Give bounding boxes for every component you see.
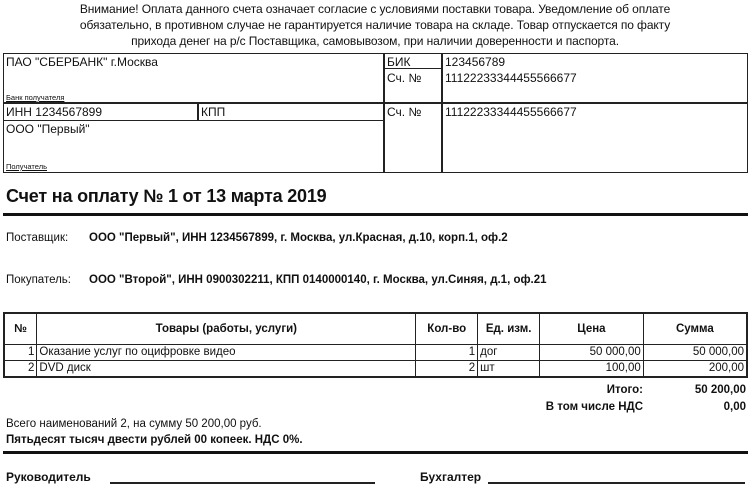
col-header-unit: Ед. изм. <box>478 313 540 345</box>
notice-line: прихода денег на р/с Поставщика, самовывозом, при наличии доверенности и паспорта. <box>131 34 619 48</box>
divider <box>441 53 443 173</box>
vat-label: В том числе НДС <box>545 401 643 413</box>
notice-line: обязательно, в противном случае не гарантируется наличие товара на складе. Товар отпускается по факту <box>79 18 671 32</box>
buyer-value: ООО "Второй", ИНН 0900302211, КПП 0140000140, г. Москва, ул.Синяя, д.1, оф.21 <box>89 274 547 286</box>
col-header-qty: Кол-во <box>416 313 478 345</box>
divider <box>383 53 385 173</box>
director-label: Руководитель <box>6 470 91 484</box>
row-name: Оказание услуг по оцифровке видео <box>37 345 416 361</box>
row-unit: шт <box>478 361 540 378</box>
bank-details-box <box>3 53 748 173</box>
items-count-summary: Всего наименований 2, на сумму 50 200,00 руб. <box>6 418 262 430</box>
row-number: 2 <box>4 361 37 378</box>
items-table <box>3 312 748 378</box>
bank-name: ПАО "СБЕРБАНК" г.Москва <box>6 55 158 69</box>
total-value: 50 200,00 <box>694 384 746 396</box>
row-sum: 200,00 <box>643 361 747 378</box>
vat-value: 0,00 <box>723 401 746 413</box>
row-unit: дог <box>478 345 540 361</box>
supplier-value: ООО "Первый", ИНН 1234567899, г. Москва, ул.Красная, д.10, корп.1, оф.2 <box>89 232 508 244</box>
col-header-number: № <box>4 313 37 345</box>
amount-in-words: Пятьдесят тысяч двести рублей 00 копеек. НДС 0%. <box>6 434 303 446</box>
table-header-row <box>4 313 747 345</box>
summary-rule <box>3 451 748 454</box>
corr-account-label: Сч. № <box>387 71 422 85</box>
row-qty: 1 <box>416 345 478 361</box>
col-header-sum: Сумма <box>643 313 747 345</box>
divider <box>197 102 199 120</box>
row-price: 100,00 <box>540 361 644 378</box>
recipient-inn: ИНН 1234567899 <box>6 105 103 119</box>
payment-notice <box>0 1 750 49</box>
col-header-goods: Товары (работы, услуги) <box>37 313 416 345</box>
row-price: 50 000,00 <box>540 345 644 361</box>
director-signature-line[interactable] <box>110 482 375 484</box>
table-row <box>4 361 747 378</box>
divider <box>3 102 748 104</box>
corr-account-value: 11122233344455566677 <box>445 71 577 85</box>
recipient-caption: Получатель <box>6 162 47 171</box>
bik-label: БИК <box>387 55 411 69</box>
divider <box>3 120 384 121</box>
buyer-label: Покупатель: <box>6 274 71 286</box>
supplier-label: Поставщик: <box>6 232 69 244</box>
account-value: 11122233344455566677 <box>445 105 577 119</box>
invoice-title: Счет на оплату № 1 от 13 марта 2019 <box>6 186 327 206</box>
total-label: Итого: <box>606 384 643 396</box>
row-sum: 50 000,00 <box>643 345 747 361</box>
accountant-label: Бухгалтер <box>420 470 482 484</box>
notice-line: Внимание! Оплата данного счета означает согласие с условиями поставки товара. Уведомление об оплате <box>79 2 671 16</box>
bank-caption: Банк получателя <box>6 93 65 102</box>
col-header-price: Цена <box>540 313 644 345</box>
table-row <box>4 345 747 361</box>
row-qty: 2 <box>416 361 478 378</box>
row-name: DVD диск <box>37 361 416 378</box>
row-number: 1 <box>4 345 37 361</box>
recipient-name: ООО "Первый" <box>6 122 90 136</box>
kpp-label: КПП <box>201 105 226 119</box>
accountant-signature-line[interactable] <box>488 482 745 484</box>
account-label: Сч. № <box>387 105 422 119</box>
title-rule <box>3 213 748 216</box>
bik-value: 123456789 <box>445 55 506 69</box>
